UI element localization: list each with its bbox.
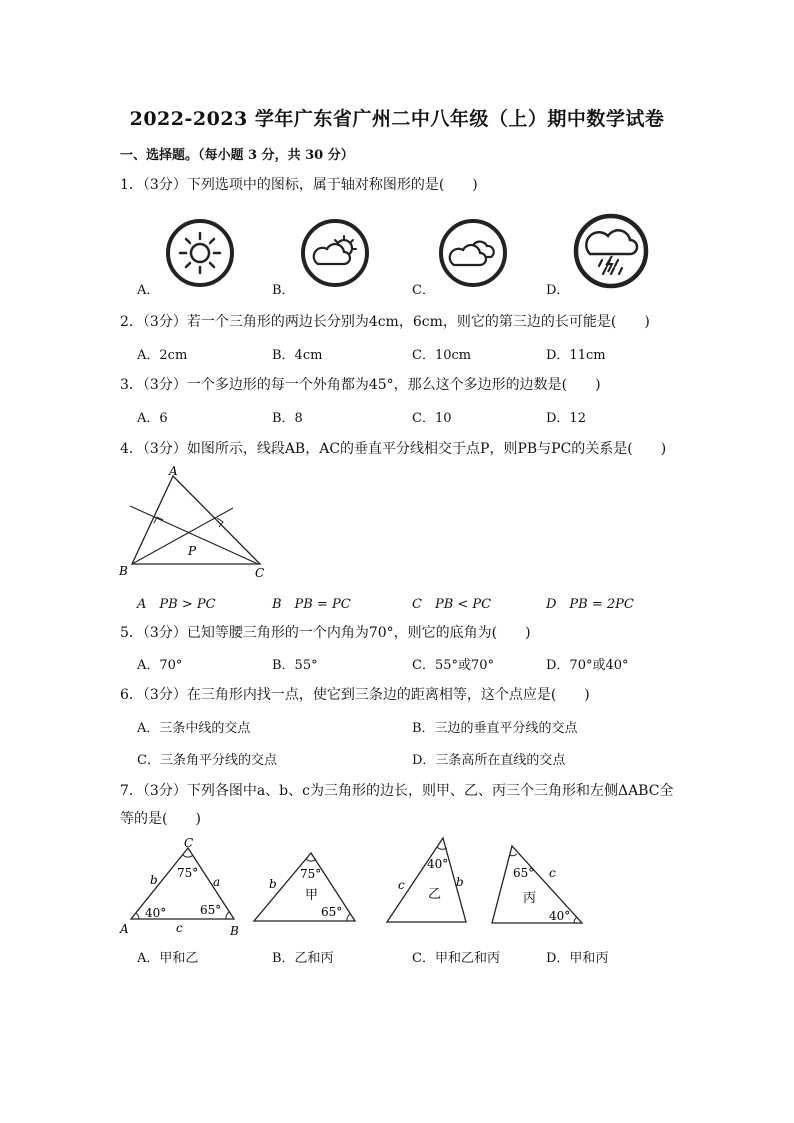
question-2-stem: 2．（3分）若一个三角形的两边长分别为4cm，6cm，则它的第三边的长可能是( ) <box>120 314 650 330</box>
jia-angle-2: 65° <box>321 905 343 919</box>
yi-name: 乙 <box>428 887 442 902</box>
abc-label-b-vertex: B <box>230 924 239 938</box>
q1-option-d[interactable]: D． <box>546 283 570 298</box>
q5-option-c[interactable]: C．55°或70° <box>412 658 495 673</box>
bing-angle-2: 40° <box>549 909 571 923</box>
q4-option-b[interactable]: B PB = PC <box>272 597 351 612</box>
abc-side-c: c <box>176 921 183 935</box>
q7-option-a[interactable]: A．甲和乙 <box>137 951 199 966</box>
q1-option-c[interactable]: C． <box>412 283 435 298</box>
abc-label-c-vertex: C <box>184 836 194 850</box>
q3-option-b[interactable]: B．8 <box>272 411 303 426</box>
question-7-stem-line2: 等的是( ) <box>120 811 201 827</box>
abc-angle-c: 75° <box>177 866 199 880</box>
question-7-stem-line1: 7．（3分）下列各图中a、b、c为三角形的边长，则甲、乙、丙三个三角形和左侧ΔABC全 <box>120 783 674 799</box>
q4-option-d[interactable]: D PB = 2PC <box>546 597 634 612</box>
label-c: C <box>255 566 265 580</box>
yi-side-b: b <box>456 875 464 889</box>
q3-option-d[interactable]: D．12 <box>546 411 586 426</box>
jia-side-b: b <box>269 877 277 891</box>
question-6-stem: 6．（3分）在三角形内找一点，使它到三条边的距离相等，这个点应是( ) <box>120 687 590 703</box>
q7-option-d[interactable]: D．甲和丙 <box>546 951 609 966</box>
bing-side-c: c <box>549 866 556 880</box>
q2-option-d[interactable]: D．11cm <box>546 348 606 363</box>
q1-option-a[interactable]: A． <box>137 283 160 298</box>
abc-side-b: b <box>150 873 158 887</box>
label-b: B <box>119 564 128 578</box>
q4-option-c[interactable]: C PB < PC <box>412 597 492 612</box>
yi-side-c: c <box>398 878 405 892</box>
label-a: A <box>169 464 178 478</box>
perpendicular-bisector-figure <box>115 460 275 585</box>
q2-option-a[interactable]: A．2cm <box>137 348 188 363</box>
q3-option-c[interactable]: C．10 <box>412 411 452 426</box>
abc-side-a: a <box>213 875 221 889</box>
q6-option-b[interactable]: B．三边的垂直平分线的交点 <box>412 721 578 736</box>
question-3-stem: 3．（3分）一个多边形的每一个外角都为45°，那么这个多边形的边数是( ) <box>120 377 601 393</box>
q6-option-a[interactable]: A．三条中线的交点 <box>137 721 251 736</box>
abc-label-a-vertex: A <box>120 922 129 936</box>
q7-option-c[interactable]: C．甲和乙和丙 <box>412 951 500 966</box>
yi-angle: 40° <box>427 857 449 871</box>
triangle-yi-figure <box>383 832 473 932</box>
sun-behind-cloud-icon <box>300 218 370 288</box>
question-1-stem: 1．（3分）下列选项中的图标，属于轴对称图形的是( ) <box>120 177 478 193</box>
q7-option-b[interactable]: B．乙和丙 <box>272 951 334 966</box>
section-heading: 一、选择题。（每小题 3 分，共 30 分） <box>120 148 354 163</box>
q5-option-b[interactable]: B．55° <box>272 658 318 673</box>
question-4-stem: 4．（3分）如图所示，线段AB，AC的垂直平分线相交于点P，则PB与PC的关系是( ) <box>120 441 667 457</box>
triangle-abc-figure <box>117 835 247 937</box>
q1-option-b[interactable]: B． <box>272 283 295 298</box>
triangle-jia-figure <box>250 845 360 930</box>
page-title: 2022-2023 学年广东省广州二中八年级（上）期中数学试卷 <box>129 108 665 130</box>
q2-option-c[interactable]: C．10cm <box>412 348 472 363</box>
bing-angle-1: 65° <box>513 866 535 880</box>
triangle-bing-figure <box>488 840 588 930</box>
sun-icon <box>165 218 235 288</box>
question-5-stem: 5．（3分）已知等腰三角形的一个内角为70°，则它的底角为( ) <box>120 625 531 641</box>
jia-angle-1: 75° <box>300 867 322 881</box>
q5-option-d[interactable]: D．70°或40° <box>546 658 629 673</box>
clouds-icon <box>438 218 508 288</box>
rain-cloud-icon <box>572 212 650 290</box>
q5-option-a[interactable]: A．70° <box>137 658 183 673</box>
jia-name: 甲 <box>305 888 319 903</box>
q4-option-a[interactable]: A PB > PC <box>137 597 216 612</box>
abc-angle-b: 65° <box>200 903 222 917</box>
label-p: P <box>188 544 197 558</box>
q2-option-b[interactable]: B．4cm <box>272 348 323 363</box>
q3-option-a[interactable]: A．6 <box>137 411 168 426</box>
q6-option-d[interactable]: D．三条高所在直线的交点 <box>412 753 566 768</box>
q6-option-c[interactable]: C．三条角平分线的交点 <box>137 753 277 768</box>
bing-name: 丙 <box>523 891 537 906</box>
abc-angle-a: 40° <box>145 906 167 920</box>
